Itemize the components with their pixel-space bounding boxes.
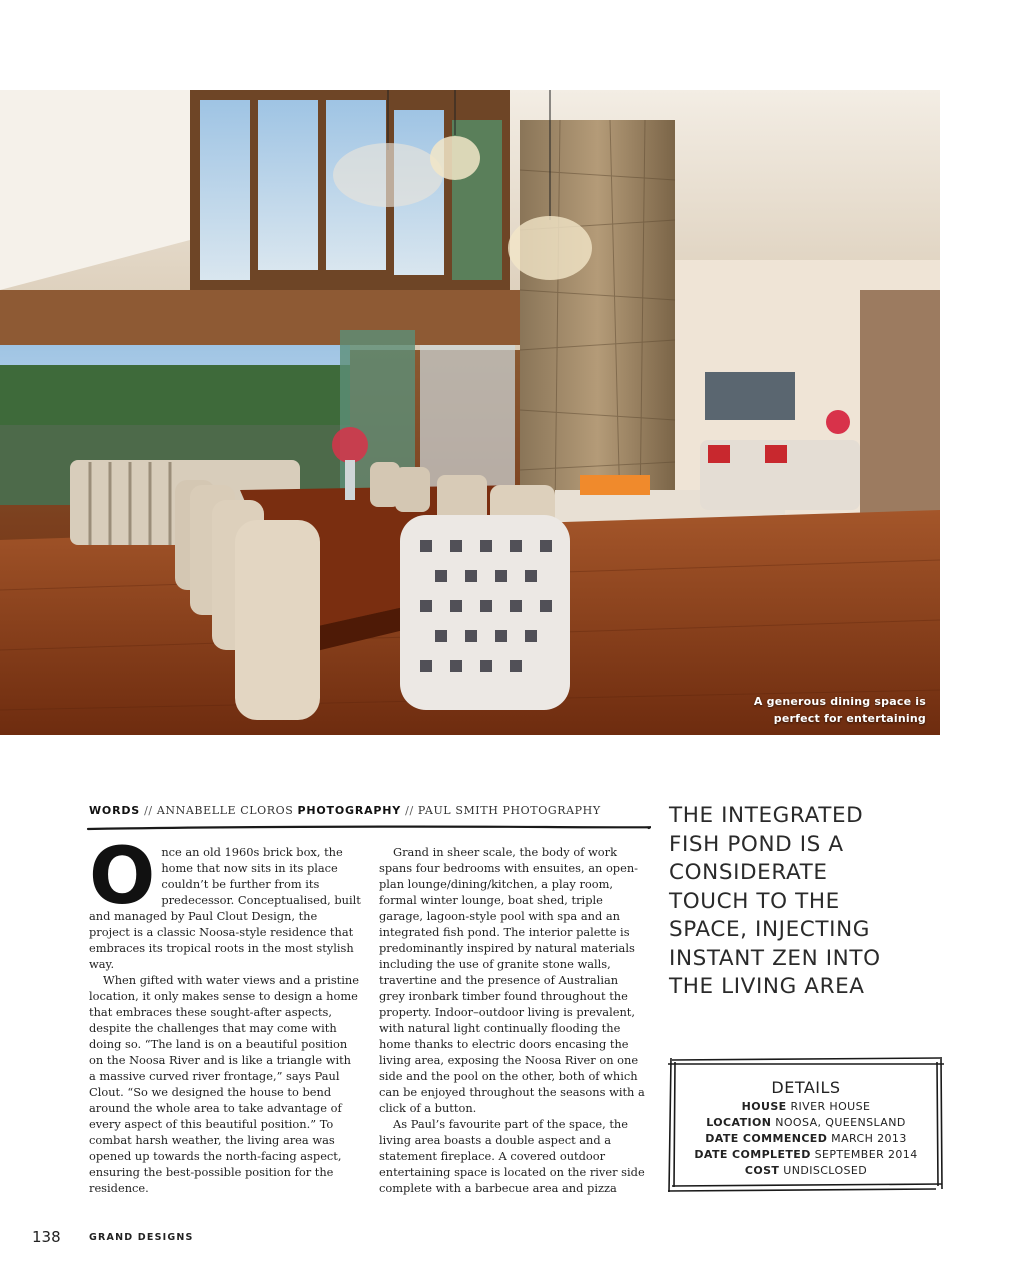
photography-label: PHOTOGRAPHY	[297, 804, 402, 817]
pull-quote	[669, 802, 939, 1002]
body-paragraph: When gifted with water views and a pristine location, it only makes sense to design a home that embraces these sought-after aspects, despite the challenges that may come with doing so. “The land is on a beautiful position on the Noosa River and is like a triangle with a massive curved river frontage,” says Paul Clout. “So we designed the house to bend around the whole area to take advantage of every aspect of this beautiful position.” To combat harsh weather, the living area was opened up towards the north-facing aspect, ensuring the best-possible position for the residence.	[89, 973, 359, 1195]
photographer-name: PAUL SMITH PHOTOGRAPHY	[417, 804, 601, 817]
byline	[89, 804, 649, 817]
page-number: 138	[32, 1228, 61, 1246]
details-row	[666, 1099, 946, 1115]
details-row	[666, 1131, 946, 1147]
details-value: MARCH 2013	[831, 1132, 907, 1145]
caption-line: A generous dining space is	[753, 695, 926, 708]
details-row	[666, 1163, 946, 1179]
pull-quote-line: THE INTEGRATED	[669, 803, 864, 828]
words-label: WORDS	[89, 804, 141, 817]
details-value: NOOSA, QUEENSLAND	[775, 1116, 906, 1129]
pull-quote-line: FISH POND IS A	[669, 831, 844, 857]
body-paragraph: Grand in sheer scale, the body of work spans four bedrooms with ensuites, an open-plan lounge/dining/kitchen, a play room, formal winter lounge, boat shed, triple garage, lagoon-style pool with spa and an integrated fish pond. The interior palette is predominantly inspired by natural materials including the use of granite stone walls, travertine and the presence of Australian grey ironbark timber found throughout the property. Indoor–outdoor living is prevalent, with natural light continually flooding the home thanks to electric doors encasing the living area, exposing the Noosa River on one side and the pool on the other, both of which can be enjoyed throughout the seasons with a click of a button.	[379, 845, 645, 1115]
details-value: UNDISCLOSED	[783, 1164, 868, 1177]
details-title: DETAILS	[771, 1078, 841, 1097]
body-column-1	[89, 832, 361, 1196]
body-paragraph: nce an old 1960s brick box, the home that now sits in its place couldn’t be further from its predecessor. Conceptualised, built and managed by Paul Clout Design, the project is a classic Noosa-style residence that embraces its tropical roots in the most stylish way.	[89, 845, 361, 971]
details-label: COST	[744, 1164, 780, 1177]
body-column-2	[379, 844, 645, 1196]
hand-drawn-rule	[86, 823, 651, 833]
photo-caption	[754, 693, 926, 727]
details-label: DATE COMMENCED	[705, 1132, 828, 1145]
pull-quote-line: THE LIVING AREA	[669, 974, 865, 999]
details-label: HOUSE	[741, 1100, 787, 1113]
writer-name: ANNABELLE CLOROS	[156, 804, 294, 817]
dining-room-illustration	[0, 90, 940, 735]
details-value: SEPTEMBER 2014	[814, 1148, 918, 1161]
caption-line: perfect for entertaining	[773, 712, 926, 725]
body-paragraph: As Paul’s favourite part of the space, the living area boasts a double aspect and a statement fireplace. A covered outdoor entertaining space is located on the river side complete with a barbecue area and pizza	[379, 1117, 645, 1195]
details-box	[666, 1056, 946, 1194]
hero-photo	[0, 90, 940, 735]
drop-cap: O	[89, 832, 156, 922]
details-label: LOCATION	[706, 1116, 772, 1129]
details-row	[666, 1147, 946, 1163]
pull-quote-line: CONSIDERATE	[669, 860, 828, 885]
byline-separator: //	[144, 804, 153, 817]
pull-quote-line: SPACE, INJECTING	[669, 917, 871, 942]
details-value: RIVER HOUSE	[790, 1100, 871, 1113]
pull-quote-line: TOUCH TO THE	[669, 888, 840, 914]
details-label: DATE COMPLETED	[694, 1148, 811, 1161]
details-row	[666, 1115, 946, 1131]
byline-separator: //	[405, 804, 414, 817]
magazine-name: GRAND DESIGNS	[89, 1232, 194, 1243]
pull-quote-line: INSTANT ZEN INTO	[669, 945, 881, 971]
